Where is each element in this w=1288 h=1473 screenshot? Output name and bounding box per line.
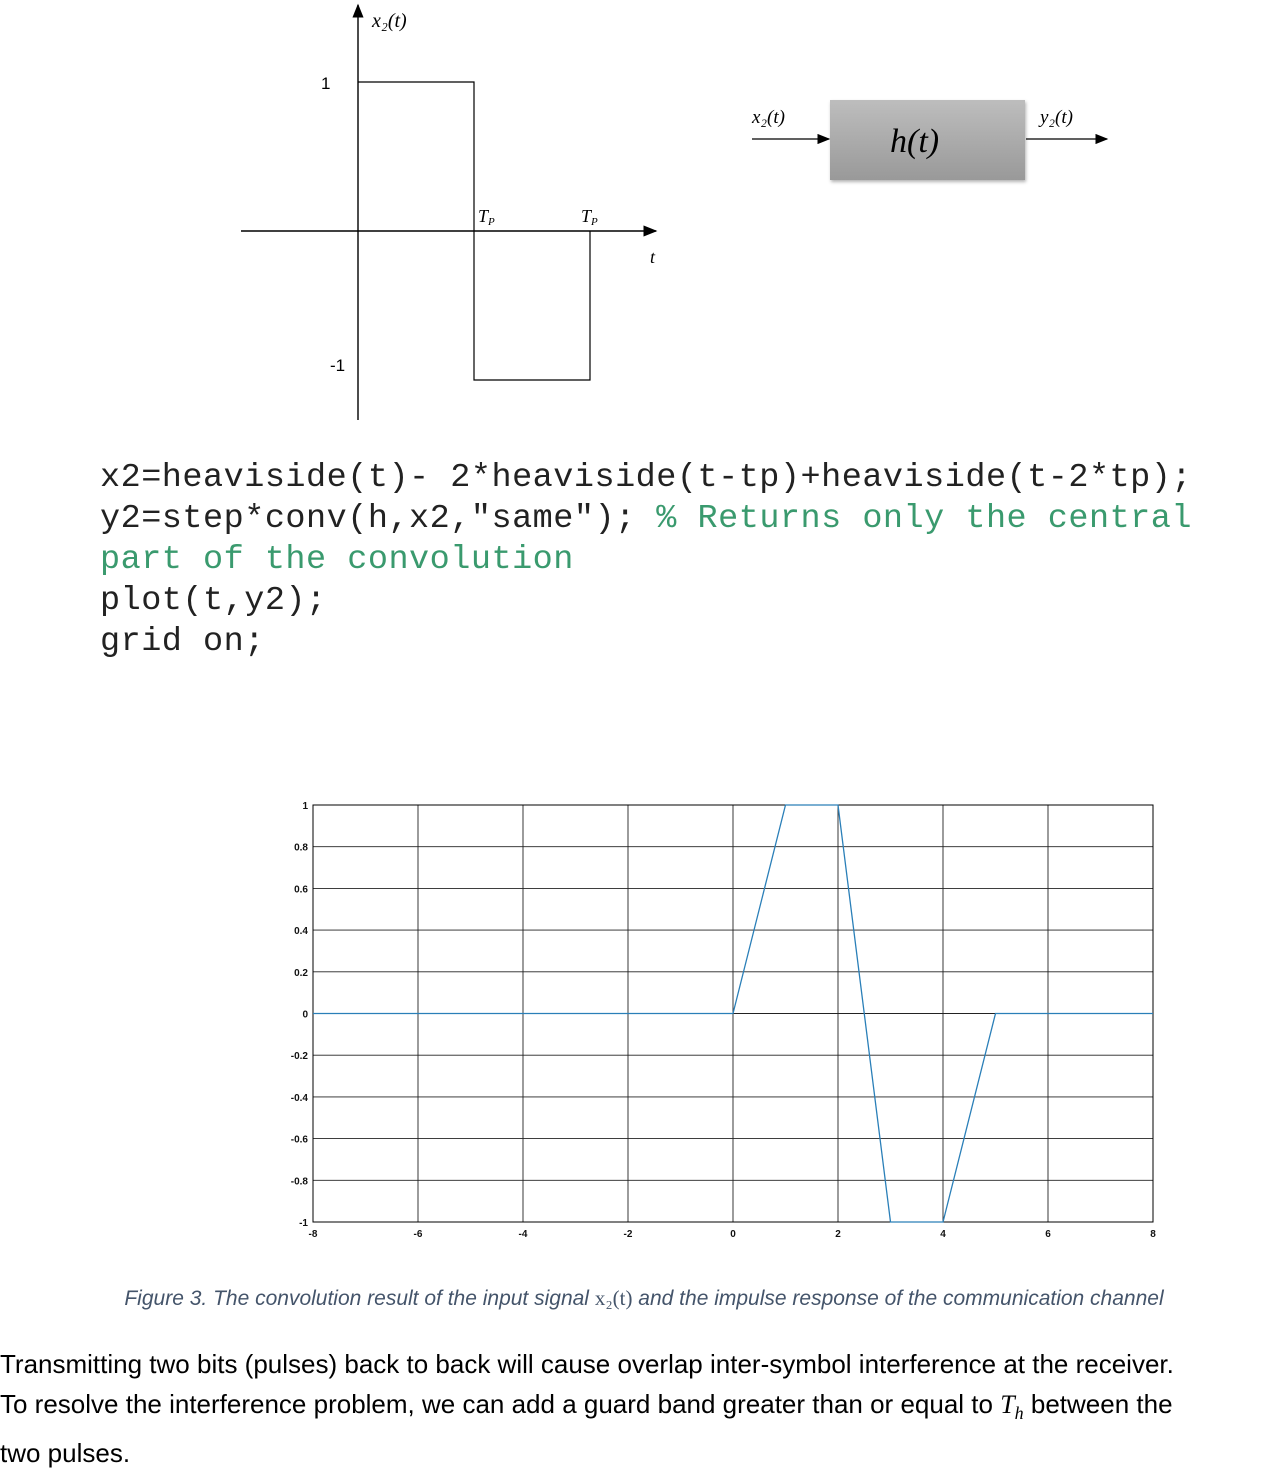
y-axis-label: x₂(t) bbox=[372, 10, 407, 32]
code-line-1: x2=heaviside(t)- 2*heaviside(t-tp)+heaviside(t-2*tp); bbox=[100, 459, 1192, 497]
x-tick-label: 8 bbox=[1150, 1229, 1156, 1240]
x-tick-label: -2 bbox=[623, 1229, 633, 1240]
y-tick-label: 0.8 bbox=[294, 842, 308, 854]
figure-caption: Figure 3. The convolution result of the input signal x₂(t) and the impulse response of the communication channel bbox=[124, 1286, 1164, 1310]
x-tick-label: 6 bbox=[1045, 1229, 1051, 1240]
matlab-code-block bbox=[100, 458, 1270, 663]
code-comment: % Returns only the central bbox=[656, 500, 1192, 538]
code-line-4: plot(t,y2); bbox=[100, 582, 327, 620]
y-tick-label: 0.6 bbox=[294, 884, 308, 896]
signal-diagram bbox=[0, 0, 700, 440]
paragraph-line-2: To resolve the interference problem, we can add a guard band greater than or equal to $T_h$ between the bbox=[0, 1389, 1173, 1424]
x-tick-label: 2 bbox=[835, 1229, 841, 1240]
tp-tick-label-1: T bbox=[478, 206, 489, 226]
y-tick-label: 0.4 bbox=[294, 926, 308, 938]
y-tick-label: 0 bbox=[302, 1009, 308, 1021]
x-tick-label: -4 bbox=[518, 1229, 528, 1240]
block-label: h(t) bbox=[890, 123, 940, 160]
level-low-label: -1 bbox=[330, 356, 346, 375]
x-tick-labels bbox=[309, 1229, 1157, 1240]
input-label: x₂(t) bbox=[752, 107, 785, 128]
block-diagram bbox=[740, 90, 1120, 200]
svg-text:TP: TP bbox=[581, 206, 598, 228]
y-tick-label: -0.8 bbox=[290, 1176, 308, 1188]
svg-text:TP: TP bbox=[478, 206, 495, 228]
y-tick-label: -0.6 bbox=[290, 1134, 308, 1146]
y-tick-labels bbox=[291, 801, 309, 1229]
y-tick-label: 0.2 bbox=[294, 967, 308, 979]
level-high-label: 1 bbox=[321, 74, 331, 93]
code-line-5: grid on; bbox=[100, 623, 265, 661]
output-label: y₂(t) bbox=[1040, 107, 1073, 128]
x-tick-label: -8 bbox=[308, 1229, 318, 1240]
y-tick-label: 1 bbox=[302, 801, 308, 812]
x-tick-label: -6 bbox=[413, 1229, 423, 1240]
x-axis-label: t bbox=[650, 247, 656, 267]
x-tick-label: 4 bbox=[940, 1229, 946, 1240]
code-line-2: y2=step*conv(h,x2,"same"); bbox=[100, 500, 657, 538]
y-tick-label: -0.4 bbox=[290, 1092, 308, 1104]
tp-tick-label-2: T bbox=[581, 206, 592, 226]
convolution-plot bbox=[280, 795, 1170, 1245]
x-tick-label: 0 bbox=[730, 1229, 736, 1240]
y-tick-label: -1 bbox=[299, 1218, 308, 1229]
y-tick-label: -0.2 bbox=[290, 1051, 308, 1063]
caption-math: x₂(t) bbox=[594, 1286, 633, 1310]
paragraph-line-3: two pulses. bbox=[0, 1438, 131, 1469]
code-comment-continued: part of the convolution bbox=[100, 541, 574, 579]
body-paragraph bbox=[0, 1344, 1288, 1473]
paragraph-line-1: Transmitting two bits (pulses) back to back will cause overlap inter-symbol interference at the receiver. bbox=[0, 1349, 1174, 1379]
th-symbol: $T_h$ bbox=[1000, 1390, 1024, 1424]
